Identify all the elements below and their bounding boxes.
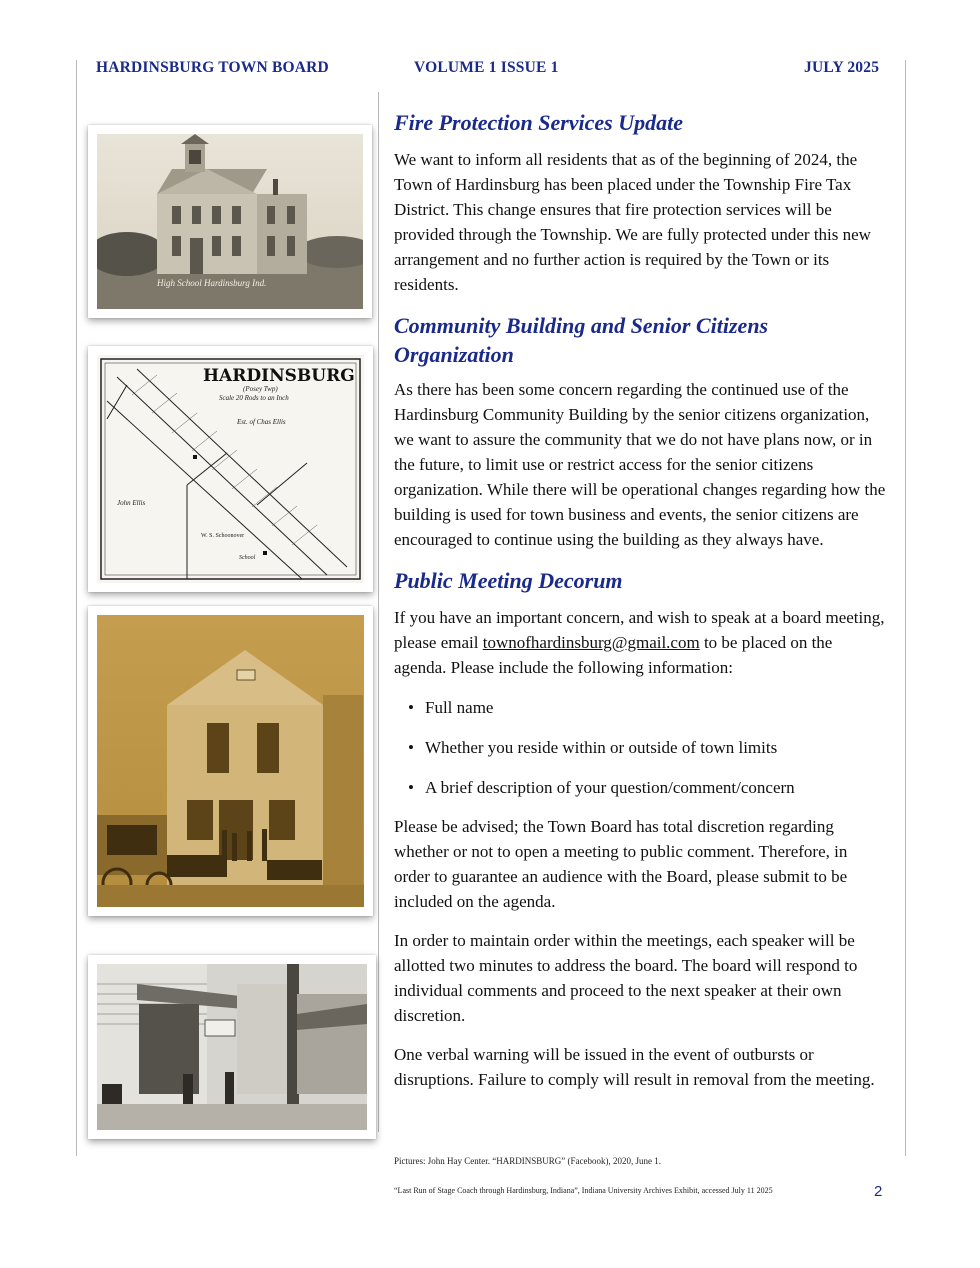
- map-title: HARDINSBURG: [203, 366, 355, 386]
- section-body-community: As there has been some concern regarding the continued use of the Hardinsburg Community Building by the senior citizens organization, we want to assure the community that we do not have plans now, or in the future, to limit use or restrict access for the senior citizens organization. While there will be operational changes regarding how the building is used for town business and events, the senior citizens are encouraged to continue using the building as they always have.: [394, 380, 886, 549]
- decorum-intro-after: to be placed on the agenda. Please include the following information:: [394, 633, 833, 677]
- header-org: HARDINSBURG TOWN BOARD: [96, 59, 329, 76]
- map-estate-label: Est. of Chas Ellis: [237, 418, 286, 426]
- page-number: 2: [874, 1183, 883, 1200]
- map-school-label: School: [239, 555, 256, 561]
- decorum-intro: [394, 605, 886, 680]
- decorum-warning-para: One verbal warning will be issued in the event of outbursts or disruptions. Failure to comply will result in removal from the meeting.: [394, 1045, 875, 1089]
- map-township: (Posey Twp): [243, 385, 278, 393]
- footnote-archive: “Last Run of Stage Coach through Hardinsburg, Indiana”, Indiana University Archives Exhibit, accessed July 11 2025: [394, 1186, 773, 1195]
- decorum-intro-before: If you have an important concern, and wish to speak at a board meeting, please email: [394, 608, 885, 652]
- section-body-fire: We want to inform all residents that as of the beginning of 2024, the Town of Hardinsburg has been placed under the Township Fire Tax District. This change ensures that fire protection services will be provided through the Township. We are fully protected under this new arrangement and no further action is required by the Town or its residents.: [394, 150, 871, 294]
- map-owner-schoonover: W. S. Schoonover: [201, 533, 245, 539]
- header-date: JULY 2025: [804, 59, 880, 76]
- left-border-rule: [76, 60, 77, 1156]
- section-title-fire: Fire Protection Services Update: [394, 110, 684, 135]
- map-scale: Scale 20 Rods to an Inch: [219, 394, 289, 402]
- column-divider: [378, 92, 379, 1132]
- decorum-time-limit-para: In order to maintain order within the meetings, each speaker will be allotted two minutes to address the board. The board will respond to individual comments and proceed to the next speaker at their own discretion.: [394, 931, 858, 1025]
- list-item: • Whether you reside within or outside of town limits: [394, 735, 886, 760]
- decorum-discretion-para: Please be advised; the Town Board has total discretion regarding whether or not to open a meeting to public comment. Therefore, in order to guarantee an audience with the Board, please submit to be included on the agenda.: [394, 817, 848, 911]
- section-title-decorum: Public Meeting Decorum: [394, 568, 623, 593]
- map-owner-ellis: John Ellis: [117, 499, 146, 507]
- photo-stagecoach-storefront: [88, 606, 373, 916]
- footnote-pictures: Pictures: John Hay Center. “HARDINSBURG” (Facebook), 2020, June 1.: [394, 1156, 661, 1166]
- photo-street-view: [88, 955, 376, 1139]
- header-volume: VOLUME 1 ISSUE 1: [414, 59, 559, 76]
- decorum-info-list: [394, 695, 886, 800]
- list-item: • Full name: [394, 695, 886, 720]
- photo-high-school: [88, 125, 372, 318]
- list-item: • A brief description of your question/comment/concern: [394, 775, 886, 800]
- school-caption: High School Hardinsburg Ind.: [157, 278, 267, 288]
- right-border-rule: [905, 60, 906, 1156]
- board-email-link[interactable]: townofhardinsburg@gmail.com: [482, 633, 700, 652]
- main-column: [394, 108, 886, 1092]
- photo-hardinsburg-map: [88, 346, 373, 592]
- section-title-community: Community Building and Senior Citizens Organization: [394, 313, 769, 367]
